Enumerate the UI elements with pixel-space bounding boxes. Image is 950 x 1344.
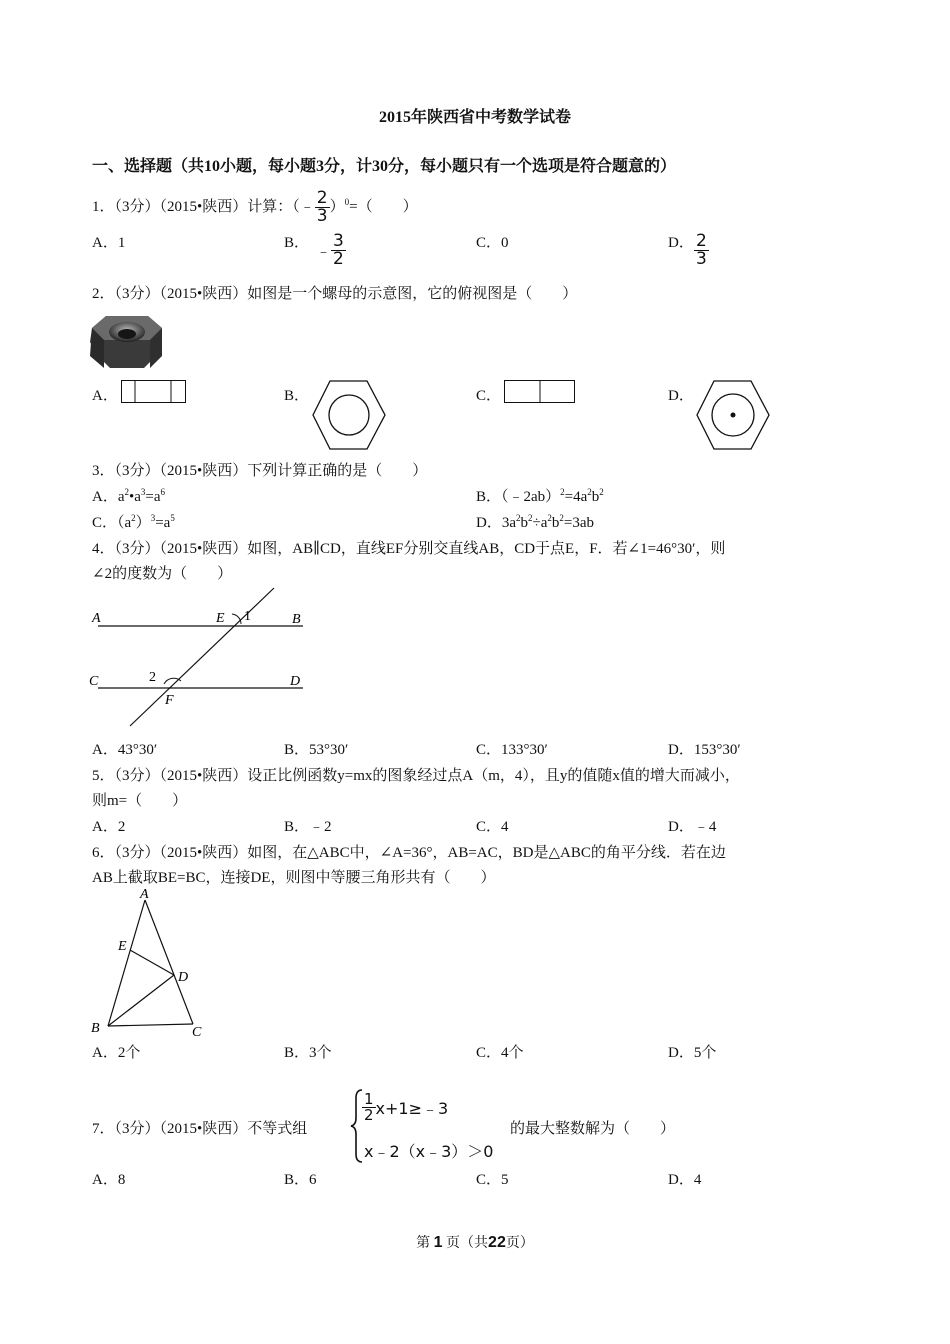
q7-line1-rest: x+1≥﹣3: [375, 1099, 449, 1118]
t: 6: [160, 487, 166, 497]
t: 2: [124, 487, 129, 497]
q1-end: =（ ）: [349, 198, 418, 215]
t: 2: [587, 487, 592, 497]
q2-option-b: B．: [284, 388, 310, 404]
t: 2: [547, 513, 552, 523]
footer-post: 页）: [505, 1236, 534, 1251]
q7-frac-num: 1: [364, 1090, 374, 1108]
page-footer: [0, 1232, 950, 1252]
label-b: B: [292, 612, 301, 627]
t: b: [591, 489, 600, 505]
t: 2: [599, 487, 604, 497]
t: =4a: [564, 489, 588, 505]
q4-option-c: C．133°30′: [476, 742, 548, 758]
label-d: D: [290, 674, 301, 689]
q1-optb-sign: ﹣: [316, 244, 332, 260]
q1-tail: ）: [329, 198, 345, 215]
q1-text: 1．（3分）（2015•陕西）计算：（﹣: [92, 198, 315, 215]
q2-option-d-figure: [696, 380, 770, 450]
t: 5: [170, 513, 175, 523]
label-c: C: [89, 674, 99, 689]
q7-stem-tail: 的最大整数解为（ ）: [510, 1121, 676, 1137]
label-a: A: [92, 611, 101, 626]
t: 2: [560, 487, 565, 497]
q2-option-c-figure: [504, 380, 576, 404]
t: 3: [140, 487, 146, 497]
question-7-stem: 7．（3分）（2015•陕西）不等式组: [92, 1121, 308, 1137]
label-angle-1: 1: [244, 609, 251, 624]
question-5-stem-line1: 5．（3分）（2015•陕西）设正比例函数y=mx的图象经过点A（m，4），且y的值随x值的增大而减小，: [92, 768, 740, 784]
q1-option-b-value: [316, 233, 346, 268]
question-6-stem-line2: AB上截取BE=BC，连接DE，则图中等腰三角形共有（ ）: [92, 870, 496, 886]
label-a: A: [140, 887, 149, 902]
q4-option-b: B．53°30′: [284, 742, 349, 758]
q1-exponent: 0: [344, 196, 350, 207]
q4-option-a: A．43°30′: [92, 742, 158, 758]
t: ÷a: [532, 515, 548, 531]
t: D．3a: [476, 515, 516, 531]
q2-option-a-figure: [121, 380, 187, 404]
q7-option-a: A．8: [92, 1172, 126, 1188]
q3-option-a: [92, 485, 165, 506]
t: b: [520, 515, 528, 531]
q6-option-a: A．2个: [92, 1045, 141, 1061]
q6-option-c: C．4个: [476, 1045, 524, 1061]
t: 2: [528, 513, 533, 523]
q1-option-c: C．0: [476, 235, 509, 251]
q1-optb-den: 2: [333, 249, 344, 269]
footer-total-pages: 22: [488, 1234, 506, 1251]
question-6-stem-line1: 6．（3分）（2015•陕西）如图，在△ABC中，∠A=36°，AB=AC，BD是△ABC的角平分线．若在边: [92, 845, 726, 861]
q1-fraction: [315, 190, 330, 225]
q5-option-c: C．4: [476, 819, 509, 835]
q5-option-b: B．﹣2: [284, 819, 332, 835]
question-5-stem-line2: 则m=（ ）: [92, 793, 188, 809]
t: 2: [516, 513, 521, 523]
q1-optb-num: 3: [333, 231, 344, 251]
q1-option-b: [284, 231, 309, 252]
q7-inequality-1: [362, 1092, 448, 1123]
label-c: C: [192, 1025, 202, 1040]
footer-page-number: 1: [433, 1234, 443, 1251]
q1-frac-den: 3: [316, 206, 328, 226]
t: ）: [135, 515, 151, 531]
q6-option-d: D．5个: [668, 1045, 717, 1061]
t: A．a: [92, 489, 125, 505]
q1-optb-label: B．: [284, 235, 310, 251]
q7-option-c: C．5: [476, 1172, 509, 1188]
section-heading: 一、选择题（共10小题，每小题3分，计30分，每小题只有一个选项是符合题意的）: [92, 158, 677, 175]
q1-option-d: [668, 231, 694, 252]
q7-option-b: B．6: [284, 1172, 317, 1188]
t: =3ab: [563, 515, 595, 531]
q3-option-d: [476, 511, 594, 532]
t: =a: [145, 489, 161, 505]
t: 2: [559, 513, 564, 523]
q3-option-c: [92, 511, 175, 532]
q1-optd-num: 2: [696, 231, 707, 251]
q7-frac-den: 2: [364, 1106, 374, 1124]
t: b: [551, 515, 560, 531]
q2-option-d: D．: [668, 388, 694, 404]
t: =a: [155, 515, 171, 531]
question-4-stem-line1: 4．（3分）（2015•陕西）如图，AB∥CD，直线EF分别交直线AB，CD于点E，F．若∠1=46°30′，则: [92, 541, 726, 557]
q1-option-d-value: [694, 233, 709, 268]
t: C．（a: [92, 515, 132, 531]
q1-optd-label: D．: [668, 235, 694, 251]
label-e: E: [216, 611, 225, 626]
label-b: B: [91, 1021, 100, 1036]
t: B．（﹣2ab）: [476, 489, 561, 505]
label-angle-2: 2: [149, 670, 156, 685]
q2-option-b-figure: [312, 380, 386, 450]
q5-option-a: A．2: [92, 819, 126, 835]
t: •a: [129, 489, 141, 505]
q1-frac-num: 2: [316, 188, 328, 208]
nut-image: [88, 312, 166, 372]
label-d: D: [178, 970, 189, 985]
q2-option-a: A．: [92, 388, 118, 404]
footer-pre: 第: [416, 1236, 431, 1251]
label-f: F: [165, 693, 174, 708]
t: 3: [150, 513, 156, 523]
q4-parallel-lines-figure: [88, 588, 308, 728]
label-e: E: [118, 939, 127, 954]
q6-option-b: B．3个: [284, 1045, 332, 1061]
question-3-stem: 3．（3分）（2015•陕西）下列计算正确的是（ ）: [92, 463, 428, 479]
q5-option-d: D．﹣4: [668, 819, 717, 835]
q7-option-d: D．4: [668, 1172, 702, 1188]
q7-inequality-2: x﹣2（x﹣3）＞0: [364, 1142, 494, 1161]
q1-optd-den: 3: [696, 249, 707, 269]
q4-option-d: D．153°30′: [668, 742, 741, 758]
page-title: 2015年陕西省中考数学试卷: [378, 109, 571, 126]
footer-mid: 页（共: [446, 1236, 489, 1251]
question-1-stem: [92, 190, 418, 225]
question-4-stem-line2: ∠2的度数为（ ）: [92, 566, 233, 582]
q6-triangle-figure: [88, 884, 208, 1039]
q1-option-a: A．1: [92, 235, 126, 251]
t: 2: [131, 513, 136, 523]
q2-option-c: C．: [476, 388, 502, 404]
q3-option-b: [476, 485, 604, 506]
question-2-stem: 2．（3分）（2015•陕西）如图是一个螺母的示意图，它的俯视图是（ ）: [92, 286, 578, 302]
